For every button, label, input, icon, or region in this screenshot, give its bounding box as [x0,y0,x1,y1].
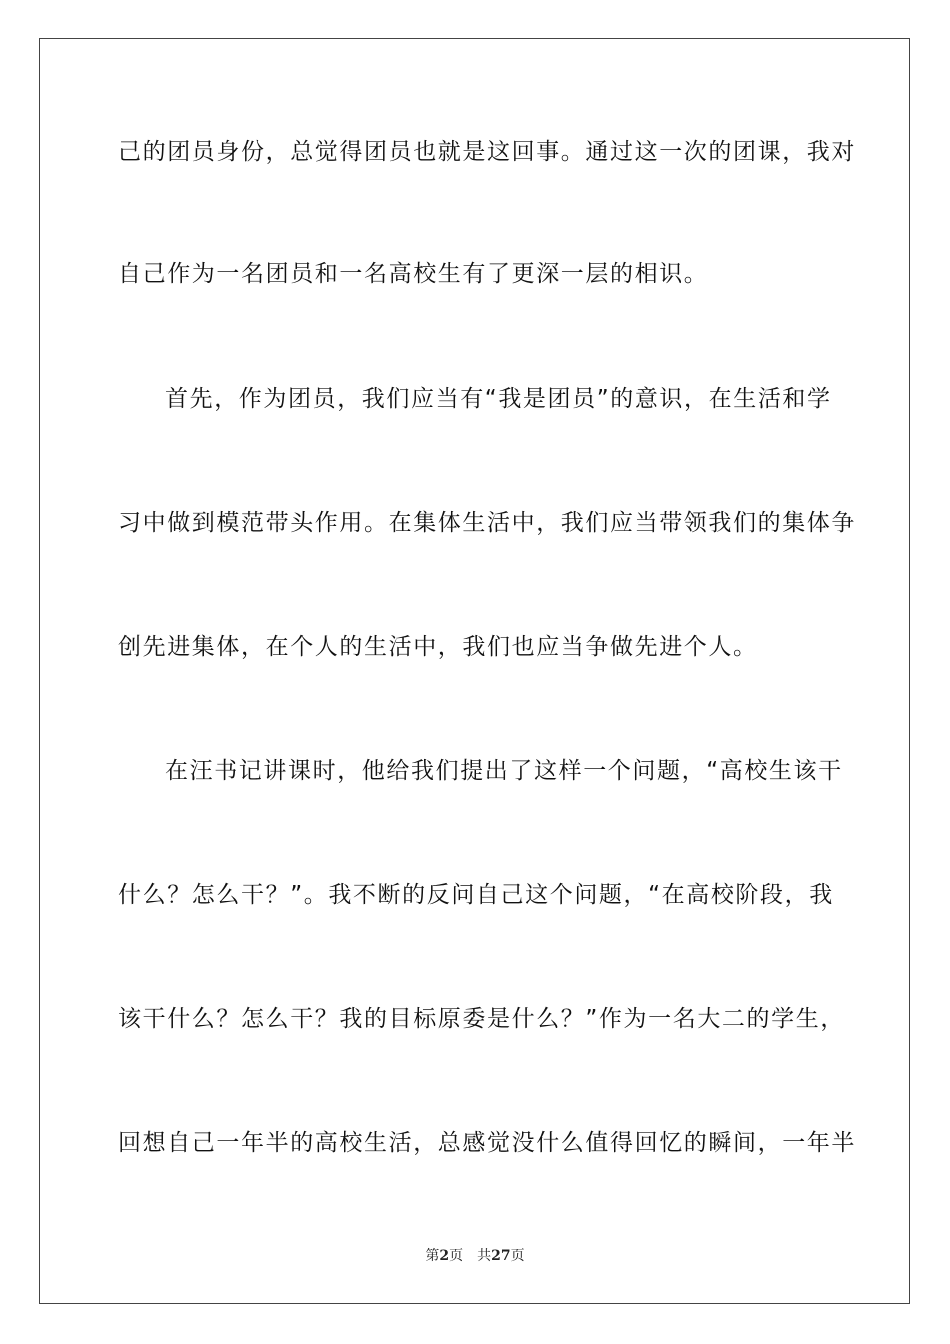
text-line-4: 习中做到模范带头作用。在集体生活中，我们应当带领我们的集体争 [118,510,856,536]
page-prefix: 第 [425,1248,440,1264]
text-line-1: 己的团员身份，总觉得团员也就是这回事。通过这一次的团课，我对 [118,139,856,165]
text-line-6-paragraph-start: 在汪书记讲课时，他给我们提出了这样一个问题，“高校生该干 [165,758,843,784]
text-line-9: 回想自己一年半的高校生活，总感觉没什么值得回忆的瞬间，一年半 [118,1130,856,1156]
text-line-7: 什么？怎么干？”。我不断的反问自己这个问题，“在高校阶段，我 [118,882,834,908]
total-suffix: 页 [510,1248,525,1264]
total-prefix: 共 [477,1248,492,1264]
total-pages: 27 [491,1248,511,1264]
text-line-2: 自己作为一名团员和一名高校生有了更深一层的相识。 [118,261,709,287]
page-footer [0,1247,950,1265]
page-suffix: 页 [449,1248,464,1264]
page-number: 2 [439,1248,450,1264]
text-line-8: 该干什么？怎么干？我的目标原委是什么？”作为一名大二的学生， [118,1006,845,1032]
text-line-5: 创先进集体，在个人的生活中，我们也应当争做先进个人。 [118,634,758,660]
text-line-3-paragraph-start: 首先，作为团员，我们应当有“我是团员”的意识，在生活和学 [165,386,832,412]
page-frame [39,38,910,1304]
